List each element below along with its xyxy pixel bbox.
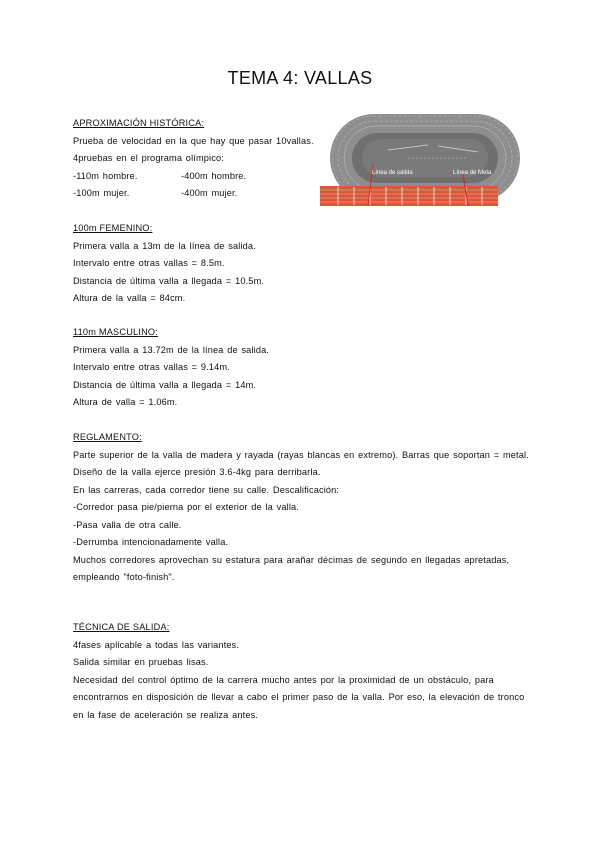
paragraph: Altura de la valla = 84cm. <box>73 293 186 303</box>
list-item: -Pasa valla de otra calle. <box>73 519 182 530</box>
list-item: -110m hombre. <box>73 170 138 181</box>
track-illustration <box>318 112 523 210</box>
section-heading: APROXIMACIÓN HISTÓRICA: <box>73 118 205 128</box>
section-tecnica-salida <box>73 619 533 724</box>
section-heading: TÉCNICA DE SALIDA: <box>73 622 170 632</box>
paragraph: Distancia de última valla a llegada = 14m. <box>73 379 257 390</box>
page-title: TEMA 4: VALLAS <box>227 68 373 88</box>
label-linea-meta: Línea de Meta <box>453 170 492 176</box>
track-image <box>318 112 523 210</box>
paragraph: Intervalo entre otras vallas = 8.5m. <box>73 258 225 268</box>
section-masculino <box>73 324 533 412</box>
paragraph: Primera valla a 13.72m de la línea de salida. <box>73 344 270 355</box>
straight-lanes <box>320 186 498 206</box>
paragraph: Salida similar en pruebas lisas. <box>73 657 209 667</box>
paragraph: Parte superior de la valla de madera y rayada (rayas blancas en extremo). Barras que soportan = metal. <box>73 449 529 460</box>
paragraph: Primera valla a 13m de la línea de salida. <box>73 240 256 251</box>
section-heading: 100m FEMENINO: <box>73 223 153 233</box>
list-item: -Corredor pasa pie/pierna por el exterior de la valla. <box>73 502 299 512</box>
paragraph: Diseño de la valla ejerce presión 3.6-4kg para derribarla. <box>73 467 321 477</box>
section-heading: 110m MASCULINO: <box>73 327 159 337</box>
paragraph: Necesidad del control óptimo de la carrera mucho antes por la proximidad de un obstáculo, para encontrarnos en disposición de llevar a cabo el primer paso de la valla. Por eso, la elevación de tronco en la fase de aceleración se realiza antes. <box>73 674 525 720</box>
list-item: -Derrumba intencionadamente valla. <box>73 537 229 547</box>
paragraph: Prueba de velocidad en la que hay que pasar 10vallas. <box>73 135 314 146</box>
section-femenino <box>73 220 533 308</box>
paragraph: 4pruebas en el programa olímpico: <box>73 153 224 163</box>
list-item: -100m mujer. <box>73 188 130 198</box>
paragraph: Intervalo entre otras vallas = 9.14m. <box>73 362 230 372</box>
list-item: -400m mujer. <box>181 188 238 198</box>
paragraph: 4fases aplicable a todas las variantes. <box>73 639 240 650</box>
paragraph: En las carreras, cada corredor tiene su calle. Descalificación: <box>73 484 340 495</box>
label-linea-salida: Línea de salida <box>372 170 413 176</box>
section-reglamento <box>73 429 533 587</box>
paragraph: Muchos corredores aprovechan su estatura para arañar décimas de segundo en llegadas apretadas, empleando "foto-finish". <box>73 554 510 582</box>
list-item: -400m hombre. <box>181 170 247 181</box>
paragraph: Altura de valla = 1.06m. <box>73 397 178 407</box>
section-heading: REGLAMENTO: <box>73 432 142 442</box>
paragraph: Distancia de última valla a llegada = 10.5m. <box>73 275 265 286</box>
